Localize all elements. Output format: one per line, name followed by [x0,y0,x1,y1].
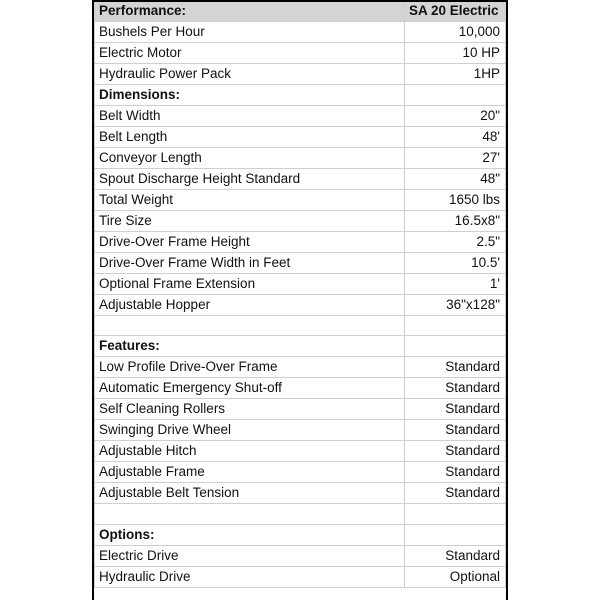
table-row [95,127,506,148]
row-label: Adjustable Belt Tension [95,483,405,504]
table-row [95,483,506,504]
table-row [95,295,506,316]
table-row [95,441,506,462]
row-label: Conveyor Length [95,148,405,169]
options-section-heading [95,524,506,545]
table-row [95,43,506,64]
row-value: Standard [405,420,506,441]
top-border [92,0,508,2]
row-label: Automatic Emergency Shut-off [95,378,405,399]
row-value: Standard [405,441,506,462]
row-label: Bushels Per Hour [95,22,405,43]
model-name: SA 20 Electric [405,1,506,22]
empty-cell [95,504,405,524]
row-value: 1650 lbs [405,190,506,211]
row-value: 48" [405,169,506,190]
table-row [95,64,506,85]
row-value: 1HP [405,64,506,85]
row-value: 10 HP [405,43,506,64]
table-row [95,378,506,399]
table-row [95,22,506,43]
row-label: Swinging Drive Wheel [95,420,405,441]
row-label: Tire Size [95,211,405,232]
table-row [95,357,506,378]
row-label: Belt Width [95,106,405,127]
row-value: 36"x128" [405,295,506,316]
row-label: Hydraulic Power Pack [95,64,405,85]
dimensions-section-heading [95,85,506,106]
table-row [95,253,506,274]
row-value: Optional [405,566,506,587]
row-label: Optional Frame Extension [95,274,405,295]
row-label: Electric Motor [95,43,405,64]
empty-cell [405,504,506,524]
row-label: Adjustable Hopper [95,295,405,316]
table-row [95,190,506,211]
row-value: 48' [405,127,506,148]
features-section-heading [95,336,506,357]
row-value: 16.5x8" [405,211,506,232]
section-title: Features: [95,336,405,357]
row-label: Belt Length [95,127,405,148]
row-label: Adjustable Frame [95,462,405,483]
section-title: Dimensions: [95,85,405,106]
row-value: 10.5' [405,253,506,274]
spec-table [94,0,506,588]
spec-sheet [92,0,508,600]
table-row [95,274,506,295]
row-value: 1' [405,274,506,295]
row-label: Drive-Over Frame Height [95,232,405,253]
empty-cell [405,336,506,357]
row-label: Self Cleaning Rollers [95,399,405,420]
performance-heading: Performance: [95,1,405,22]
row-value: 10,000 [405,22,506,43]
row-label: Spout Discharge Height Standard [95,169,405,190]
table-row [95,545,506,566]
row-label: Hydraulic Drive [95,566,405,587]
row-value: Standard [405,462,506,483]
row-value: Standard [405,357,506,378]
blank-row [95,316,506,336]
row-label: Low Profile Drive-Over Frame [95,357,405,378]
row-value: 2.5" [405,232,506,253]
row-value: Standard [405,399,506,420]
section-title: Options: [95,524,405,545]
table-row [95,232,506,253]
table-row [95,148,506,169]
table-row [95,462,506,483]
row-value: Standard [405,378,506,399]
row-label: Drive-Over Frame Width in Feet [95,253,405,274]
row-value: Standard [405,483,506,504]
table-row [95,169,506,190]
row-label: Adjustable Hitch [95,441,405,462]
row-value: 27' [405,148,506,169]
table-row [95,211,506,232]
empty-cell [405,524,506,545]
table-row [95,106,506,127]
empty-cell [405,316,506,336]
row-value: 20" [405,106,506,127]
blank-row [95,504,506,524]
row-value: Standard [405,545,506,566]
empty-cell [95,316,405,336]
table-row [95,420,506,441]
table-row [95,399,506,420]
table-header-row [95,1,506,22]
row-label: Total Weight [95,190,405,211]
empty-cell [405,85,506,106]
table-row [95,566,506,587]
row-label: Electric Drive [95,545,405,566]
